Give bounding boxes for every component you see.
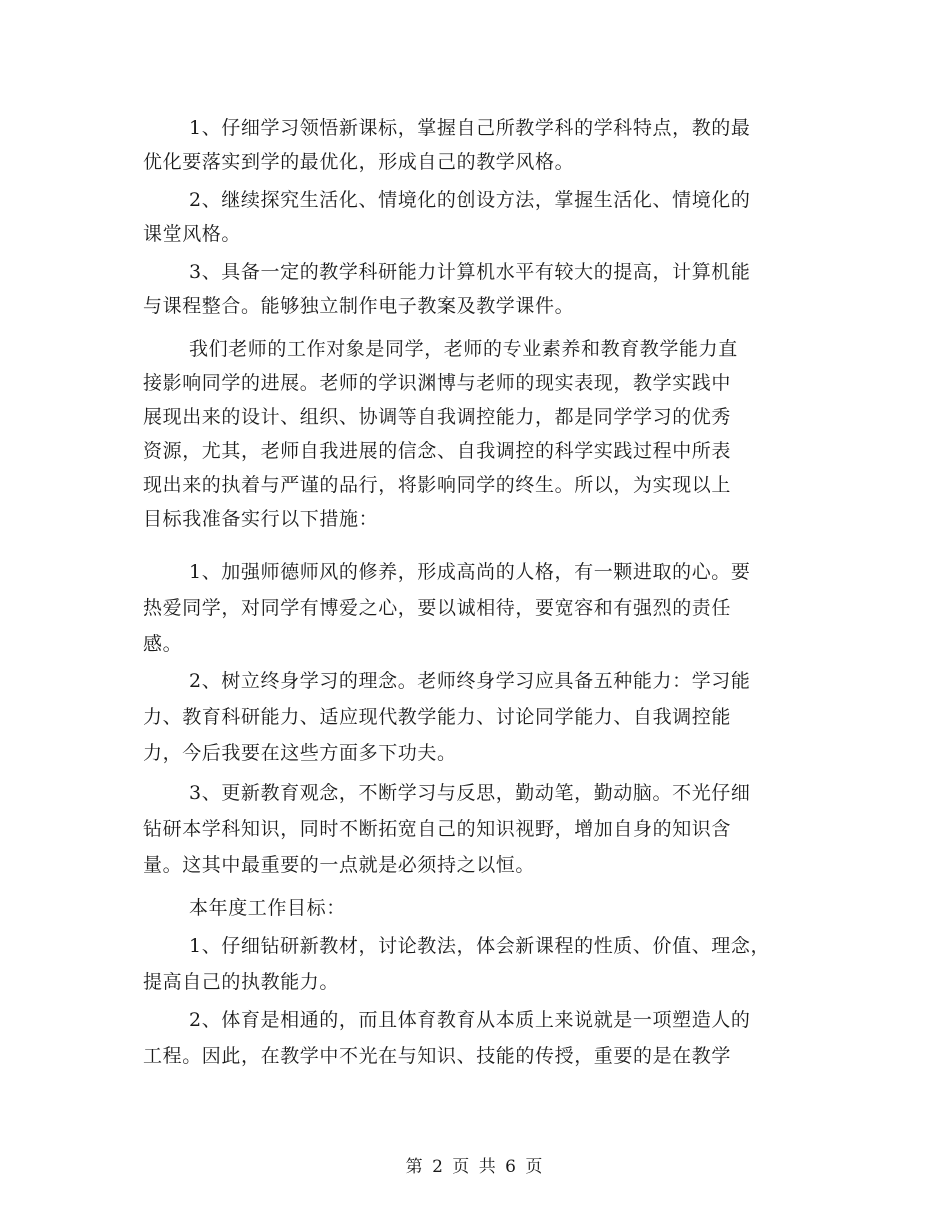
paragraph-line: 现出来的执着与严谨的品行，将影响同学的终生。所以，为实现以上 xyxy=(143,474,732,496)
paragraph-line: 3、具备一定的教学科研能力计算机水平有较大的提高，计算机能 xyxy=(189,261,751,283)
paragraph-line: 1、仔细学习领悟新课标，掌握自己所教学科的学科特点，教的最 xyxy=(189,117,751,139)
paragraph-line: 2、树立终身学习的理念。老师终身学习应具备五种能力：学习能 xyxy=(189,670,751,692)
paragraph-line: 钻研本学科知识，同时不断拓宽自己的知识视野，增加自身的知识含 xyxy=(143,818,732,840)
paragraph-line: 展现出来的设计、组织、协调等自我调控能力，都是同学学习的优秀 xyxy=(143,406,732,428)
paragraph-line: 提高自己的执教能力。 xyxy=(143,971,340,993)
paragraph-line: 力、教育科研能力、适应现代教学能力、讨论同学能力、自我调控能 xyxy=(143,706,732,728)
paragraph-line: 与课程整合。能够独立制作电子教案及教学课件。 xyxy=(143,295,575,317)
page-number-footer: 第 2 页 共 6 页 xyxy=(405,1157,545,1177)
paragraph-line: 1、加强师德师风的修养，形成高尚的人格，有一颗进取的心。要 xyxy=(189,561,751,583)
paragraph-line: 1、仔细钻研新教材，讨论教法，体会新课程的性质、价值、理念， xyxy=(189,935,771,957)
paragraph-line: 3、更新教育观念，不断学习与反思，勤动笔，勤动脑。不光仔细 xyxy=(189,782,751,804)
paragraph-line: 感。 xyxy=(143,633,183,655)
paragraph-line: 力，今后我要在这些方面多下功夫。 xyxy=(143,742,457,764)
paragraph-line: 优化要落实到学的最优化，形成自己的教学风格。 xyxy=(143,151,575,173)
paragraph-line: 工程。因此，在教学中不光在与知识、技能的传授，重要的是在教学 xyxy=(143,1045,732,1067)
paragraph-line: 量。这其中最重要的一点就是必须持之以恒。 xyxy=(143,854,536,876)
paragraph-line: 资源，尤其，老师自我进展的信念、自我调控的科学实践过程中所表 xyxy=(143,440,732,462)
paragraph-line: 目标我准备实行以下措施： xyxy=(143,508,379,530)
paragraph-line: 接影响同学的进展。老师的学识渊博与老师的现实表现，教学实践中 xyxy=(143,372,732,394)
paragraph-line: 课堂风格。 xyxy=(143,223,242,245)
paragraph-line: 2、继续探究生活化、情境化的创设方法，掌握生活化、情境化的 xyxy=(189,189,751,211)
paragraph-line: 我们老师的工作对象是同学，老师的专业素养和教育教学能力直 xyxy=(189,338,738,360)
paragraph-line: 2、体育是相通的，而且体育教育从本质上来说就是一项塑造人的 xyxy=(189,1009,751,1031)
paragraph-line: 热爱同学，对同学有博爱之心，要以诚相待，要宽容和有强烈的责任 xyxy=(143,597,732,619)
paragraph-line: 本年度工作目标： xyxy=(189,897,346,919)
